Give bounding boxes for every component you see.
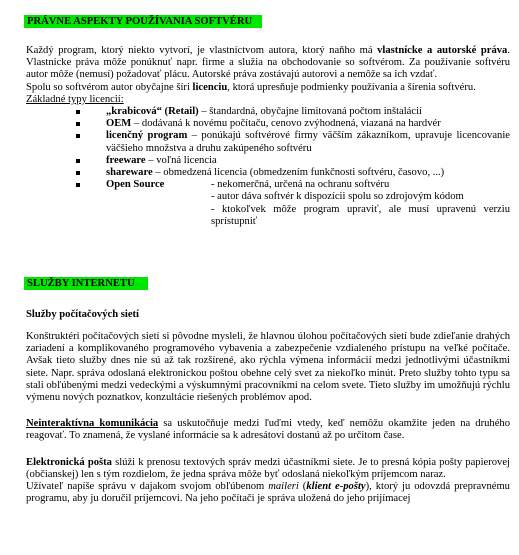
paragraph-ownership	[26, 45, 510, 82]
text: . Vlastnícke práva môže ponúknuť napr. firme a služia na obchodovanie so softvérom. Za používanie softvéru autor môže (nemusí) požadovať plácu. Autorské práva zostávajú autorovi a nemôže sa ich vzdať.	[26, 45, 510, 81]
list-item: „krabicová“ (Retail) – štandardná, obyčajne limitovaná počtom inštalácií	[76, 106, 510, 118]
bold-term: licenciu	[192, 81, 228, 93]
list-item: shareware – obmedzená licencia (obmedzením funkčnosti softvéru, časovo, ...)	[76, 167, 510, 179]
internet-section	[26, 331, 510, 505]
paragraph-noninteractive: Neinteraktívna komunikácia sa uskutočňuje medzi ľuďmi vtedy, keď nemôžu okamžite jeden na druhého reagovať. To znamená, že vyslané informácie sa k adresátovi dostanú až po určitom čase.	[26, 418, 510, 442]
subheading-network-services: Služby počítačových sietí	[26, 309, 139, 320]
text: Spolu so softvérom autor obyčajne šíri	[26, 81, 193, 93]
section-heading-internet: SLUŽBY INTERNETU	[24, 277, 148, 290]
paragraph-email: Elektronická pošta slúži k prenosu textových správ medzi účastníkmi siete. Je to presná kópia pošty papierovej (občianskej) len s tým rozdielom, že jedna správa môže byť odoslaná niekoľkým príjemcom naraz.	[26, 456, 510, 480]
text: , ktorá upresňuje podmienky používania a šírenia softvéru.	[227, 81, 476, 93]
section-heading-legal: PRÁVNE ASPEKTY POUŽÍVANIA SOFTVÉRU	[24, 15, 262, 28]
paragraph-license	[26, 82, 510, 94]
paragraph-network-intro: Konštruktéri počítačových sietí si pôvodne mysleli, že hlavnou úlohou počítačových sietí bude zdieľanie drahých zariadení a komplikovaného programového vybavenia a zabezpečenie vzdialeného prístupu na veľké počítače. Avšak tieto služby dnes nie sú až tak rozšírené, ako rýchla výmena informácií medzi jednotlivými účastníkmi siete. Napr. správa odoslaná elektronickou poštou obehne celý svet za niekoľko minút. Preto služby tohto typu sa stali obľúbenými medzi vedeckými a výskumnými pracovníkmi na celom svete. Tieto služby im umožňujú rýchlu výmenu nových poznatkov, konzultácie riešených problémov apod.	[26, 331, 510, 404]
bold-term: Neinteraktívna komunikácia	[26, 418, 159, 430]
list-item: freeware – voľná licencia	[76, 155, 510, 167]
bold-term: Elektronická pošta	[26, 456, 112, 468]
legal-section	[26, 45, 510, 228]
license-types-label: Základné typy licencií:	[26, 93, 124, 105]
text: Každý program, ktorý niekto vytvorí, je vlastníctvom autora, ktorý naňho má	[26, 45, 378, 56]
paragraph-mailer: Užívateľ napíše správu v dajakom svojom obľúbenom maileri (klient e-pošty), ktorý ju odovzdá prepravnému programu, aby ju doručil príjemcovi. Na jeho počítači je správa uložená do jeho prijímacej	[26, 481, 510, 505]
list-item: OEM – dodávaná k novému počítaču, cenovo zvýhodnená, viazaná na hardvér	[76, 118, 510, 130]
list-item-open-source: Open Source - nekomerčná, určená na ochranu softvéru - autor dáva softvér k dispozícii spolu so zdrojovým kódom - ktokoľvek môže program upraviť, ale musí upravenú verziu sprístupniť	[76, 179, 510, 228]
license-list	[26, 106, 510, 228]
list-item: licenčný program – ponúkajú softvérové firmy väčším zákazníkom, upravuje licencovanie väčšieho množstva a druhu zakúpeného softvéru	[76, 130, 510, 154]
bold-term: vlastnícke a autorské práva	[377, 45, 508, 56]
